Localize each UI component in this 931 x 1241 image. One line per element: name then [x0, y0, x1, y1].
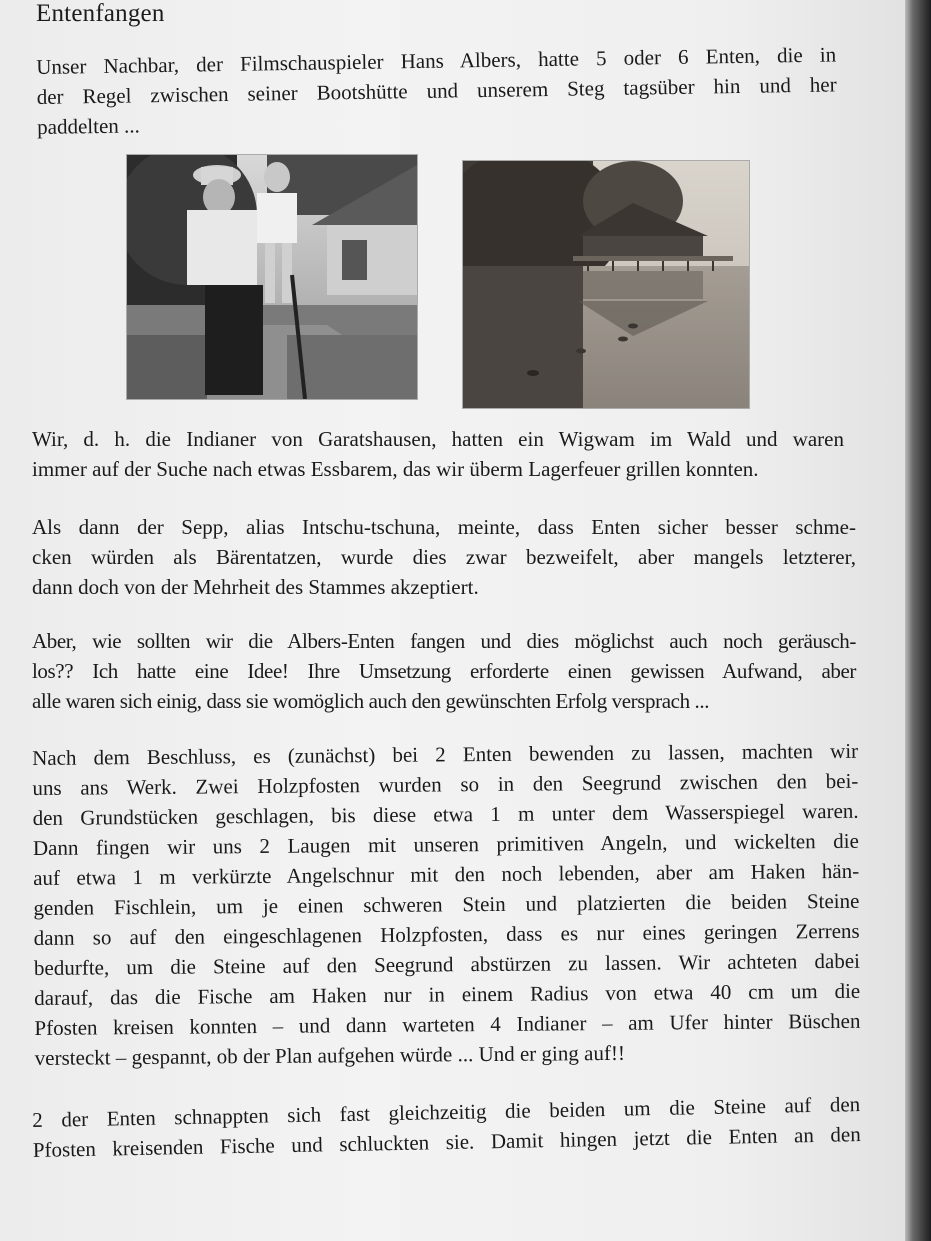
paragraph-plan — [32, 736, 861, 1073]
text-line: Wir, d. h. die Indianer von Garatshausen, hatten ein Wigwam im Wald und waren — [32, 427, 844, 451]
text-line: auf etwa 1 m verkürzte Angelschnur mit den noch lebenden, aber am Haken hän- — [33, 858, 860, 890]
text-line: darauf, das die Fische am Haken nur in einem Radius von etwa 40 cm um die — [34, 978, 861, 1010]
text-line: Als dann der Sepp, alias Intschu-tschuna, meinte, dass Enten sicher besser schme- — [32, 515, 856, 539]
paragraph-idee — [32, 626, 856, 716]
text-line: uns ans Werk. Zwei Holzpfosten wurden so in den Seegrund zwischen den bei- — [32, 768, 859, 800]
text-line: versteckt – gespannt, ob der Plan aufgehen würde ... Und er ging auf!! — [34, 1040, 625, 1070]
man-with-child-photo — [126, 154, 418, 400]
paragraph-intro — [36, 39, 837, 142]
text-line: dann so auf den eingeschlagenen Holzpfosten, dass es nur eines geringen Zerrens — [33, 918, 860, 950]
text-line: Dann fingen wir uns 2 Laugen mit unseren primitiven Angeln, und wickelten die — [32, 828, 859, 860]
text-line: genden Fischlein, um je einen schweren Stein und platzierten die beiden Steine — [33, 888, 860, 920]
text-line: paddelten ... — [36, 113, 140, 139]
text-line: 2 der Enten schnappten sich fast gleichzeitig die beiden um die Steine auf den — [32, 1092, 861, 1132]
text-line: Pfosten kreisenden Fische und schluckten sie. Damit hingen jetzt die Enten an den — [32, 1122, 861, 1162]
text-line: bedurfte, um die Steine auf den Seegrund abstürzen zu lassen. Wir achteten dabei — [33, 948, 861, 980]
text-line: der Regel zwischen seiner Bootshütte und unserem Steg tagsüber hin und her — [36, 72, 837, 109]
text-line: los?? Ich hatte eine Idee! Ihre Umsetzung erforderte einen gewissen Aufwand, aber — [32, 659, 856, 683]
text-line: Aber, wie sollten wir die Albers-Enten fangen und dies möglichst auch noch geräusch- — [32, 629, 856, 653]
paragraph-sepp — [32, 512, 856, 602]
paragraph-indianer — [32, 424, 844, 484]
page-edge-shadow — [905, 0, 931, 1241]
text-line: Unser Nachbar, der Filmschauspieler Hans Albers, hatte 5 oder 6 Enten, die in — [36, 42, 837, 79]
page-title: Entenfangen — [36, 0, 165, 27]
text-line: Nach dem Beschluss, es (zunächst) bei 2 Enten bewenden zu lassen, machten wir — [32, 738, 859, 770]
boathouse-on-lake-photo — [462, 160, 750, 409]
text-line: den Grundstücken geschlagen, bis diese etwa 1 m unter dem Wasserspiegel waren. — [32, 798, 859, 830]
text-line: cken würden als Bärentatzen, wurde dies zwar bezweifelt, aber mangels letzterer, — [32, 545, 856, 569]
text-line: dann doch von der Mehrheit des Stammes akzeptiert. — [32, 575, 479, 599]
text-line: Pfosten kreisen konnten – und dann warteten 4 Indianer – am Ufer hinter Büschen — [34, 1008, 861, 1040]
text-line: immer auf der Suche nach etwas Essbarem, das wir überm Lagerfeuer grillen konnten. — [32, 457, 759, 481]
text-line: alle waren sich einig, dass sie womöglich auch den gewünschten Erfolg versprach ... — [32, 689, 710, 713]
paragraph-enten — [32, 1089, 861, 1165]
